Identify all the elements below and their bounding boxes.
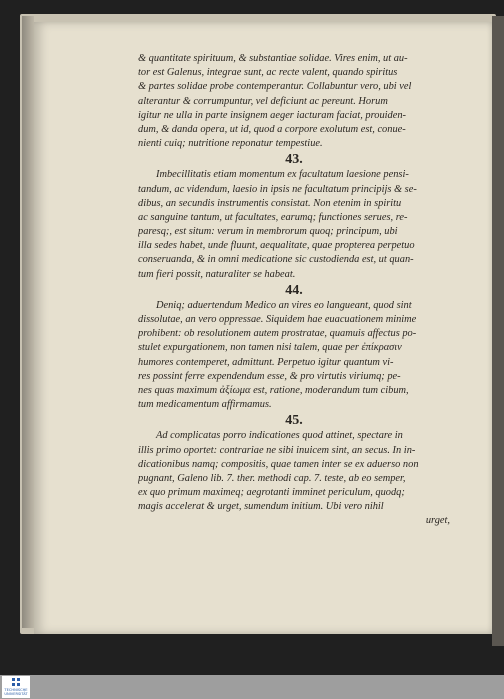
text-line: Ad complicatas porro indicationes quod attinet, spectare in <box>156 430 403 442</box>
viewer-bottom-bar <box>0 675 504 699</box>
book-spine <box>22 16 34 628</box>
text-line: alterantur & corrumpuntur, vel deficiunt ac pereunt. Horum <box>138 95 388 107</box>
text-line: pugnant, Galeno lib. 7. ther. methodi cap. 7. teste, ab eo semper, <box>138 472 406 484</box>
text-line: tandum, ac videndum, laesio in ipsis ne facultatum principijs & se- <box>138 183 417 195</box>
text-line: prohibent: ob resolutionem autem prostratae, quamuis affectus po- <box>138 328 417 340</box>
paragraph-45 <box>138 429 450 514</box>
text-line: nes quas maximum ἀξίωμα est, ratione, moderandum tum cibum, <box>138 384 409 396</box>
text-line: res possint ferre expendendum esse, & pro virtutis viriumq; pe- <box>138 370 401 382</box>
text-line: dissolutae, an vero oppressae. Siquidem hae euacuationem minime <box>138 314 417 325</box>
text-line: paresq;, est situm: verum in membrorum quoq; principum, ubi <box>138 226 398 238</box>
page-text <box>138 52 450 528</box>
text-line: nienti cuiq; nutritione reponatur tempestiue. <box>138 138 323 150</box>
section-number-45: 45. <box>285 413 303 429</box>
catchword: urget, <box>425 515 450 527</box>
text-line: illa sedes habet, unde fluunt, aequalitate, quae propterea perpetuo <box>138 240 415 252</box>
text-line: & quantitate spirituum, & substantiae solidae. Vires enim, ut au- <box>138 53 408 64</box>
text-line: conseruanda, & in omni medicatione sic custodienda est, ut quan- <box>138 254 414 266</box>
text-line: dum, & danda opera, ut id, quod a corpore exolutum est, conue- <box>138 123 406 135</box>
text-line: Deniq; aduertendum Medico an vires eo langueant, quod sint <box>156 299 412 311</box>
text-line: stulet expurgationem, non tamen nisi talem, quae per ἐπίκρασιν <box>138 342 402 354</box>
text-line: illis primo oportet: contrariae ne sibi inuicem sint, an secus. In in- <box>138 444 416 456</box>
paragraph-43 <box>138 168 450 282</box>
paragraph-top <box>138 52 450 151</box>
text-line: magis accelerat & urget, sumendum initium. Ubi vero nihil <box>138 501 384 513</box>
page-right-edge <box>492 16 504 646</box>
text-line: tum medicamentum affirmamus. <box>138 399 272 411</box>
logo-text-line-2: UNIVERSITÄT <box>4 692 28 696</box>
section-number-44: 44. <box>285 282 303 298</box>
text-line: dicationibus namq; compositis, quae tamen inter se ex aduerso non <box>138 458 419 470</box>
text-line: humores contemperet, admittunt. Perpetuo igitur quantum vi- <box>138 356 394 368</box>
logo-text-line-1: TECHNISCHE <box>4 688 28 692</box>
logo-mark-icon <box>11 677 21 687</box>
text-line: igitur ne ulla in parte insignem aeger iacturam faciat, prouiden- <box>138 109 407 121</box>
text-line: & partes solidae probe contemperantur. Collabuntur vero, ubi vel <box>138 81 412 93</box>
text-line: tor est Galenus, integrae sunt, ac recte valent, quando spiritus <box>138 67 398 79</box>
text-line: ac sanguine tantum, ut facultates, earumq; functiones serues, re- <box>138 211 408 223</box>
library-logo <box>2 676 30 698</box>
text-line: Imbecillitatis etiam momentum ex facultatum laesione pensi- <box>156 169 409 181</box>
text-line: tum fieri possit, naturaliter se habeat. <box>138 268 296 280</box>
text-line: ex quo primum maximeq; aegrotanti imminet periculum, quodq; <box>138 487 405 499</box>
paragraph-44 <box>138 299 450 413</box>
text-line: dibus, an secundis instrumentis consistat. Non etenim in spiritu <box>138 197 402 209</box>
section-number-43: 43. <box>285 152 303 168</box>
